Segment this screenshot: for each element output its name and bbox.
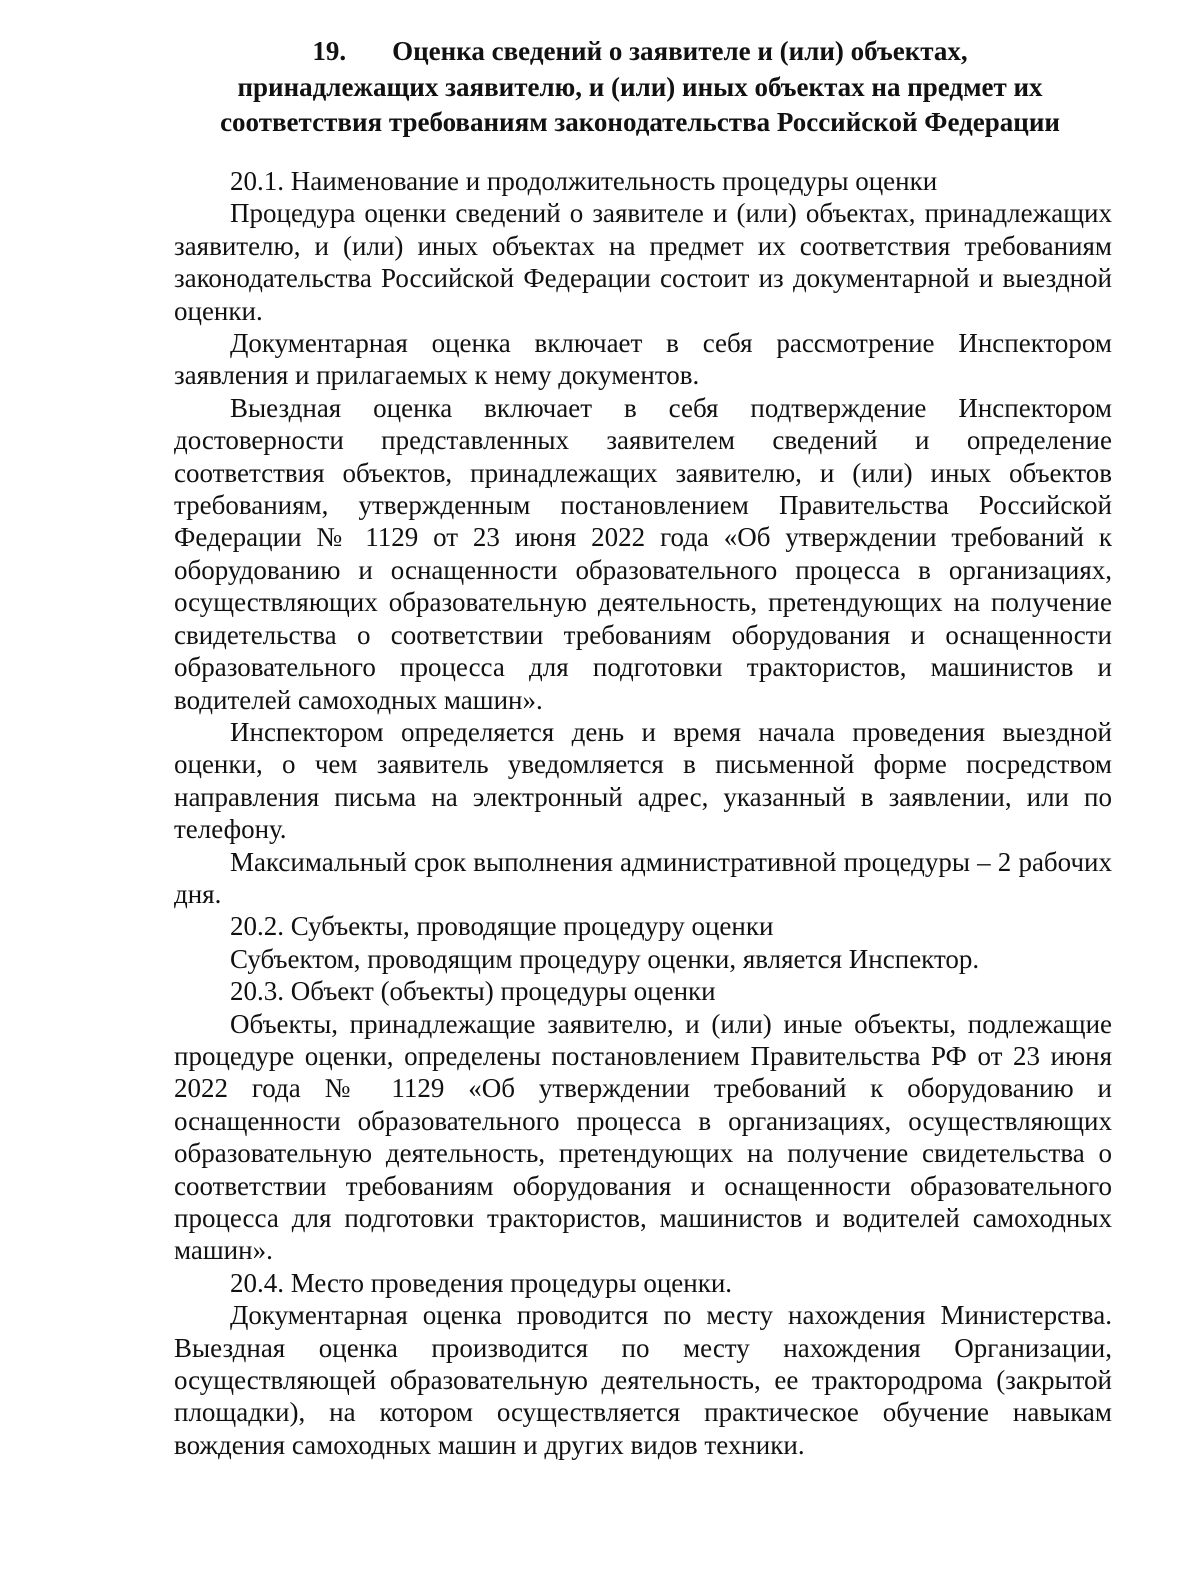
paragraph-objects: Объекты, принадлежащие заявителю, и (или) иные объекты, подлежащие процедуре оценки, определены постановлением Правительства РФ от 23 июня 2022 года № 1129 «Об утверждении требований к оборудованию и оснащенности образовательного процесса в организациях, осуществляющих образовательную деятельность, претендующих на получение свидетельства о соответствии требованиям оборудования и оснащенности образовательного процесса для подготовки трактористов, машинистов и водителей самоходных машин». xyxy=(174,1008,1112,1266)
paragraph-location: Документарная оценка проводится по месту нахождения Министерства. Выездная оценка производится по месту нахождения Организации, осуществляющей образовательную деятельность, ее трактородрома (закрытой площадки), на котором осуществляется практическое обучение навыкам вождения самоходных машин и других видов техники. xyxy=(174,1300,1112,1460)
subsection-title-20-3: 20.3. Объект (объекты) процедуры оценки xyxy=(230,976,716,1007)
heading-line-1 xyxy=(150,34,1130,70)
paragraph-subject: Субъектом, проводящим процедуру оценки, является Инспектор. xyxy=(230,943,980,974)
paragraph-onsite-assessment: Выездная оценка включает в себя подтверждение Инспектором достоверности представленных заявителем сведений и определение соответствия объектов, принадлежащих заявителю, и (или) иных объектов требованиям, утвержденным постановлением Правительства Российской Федерации № 1129 от 23 июня 2022 года «Об утверждении требований к оборудованию и оснащенности образовательного процесса в организациях, осуществляющих образовательную деятельность, претендующих на получение свидетельства о соответствии требованиям оборудования и оснащенности образовательного процесса для подготовки трактористов, машинистов и водителей самоходных машин». xyxy=(174,392,1112,715)
paragraph-procedure: Процедура оценки сведений о заявителе и (или) объектах, принадлежащих заявителю, и (или) иных объектах на предмет их соответствия требованиям законодательства Российской Федерации состоит из документарной и выездной оценки. xyxy=(174,198,1112,326)
section-number: 19. xyxy=(312,36,347,66)
heading-line-2: принадлежащих заявителю, и (или) иных объектах на предмет их xyxy=(237,71,1043,102)
section-heading xyxy=(150,34,1130,141)
paragraph-documentary-assessment: Документарная оценка включает в себя рассмотрение Инспектором заявления и прилагаемых к нему документов. xyxy=(174,328,1112,391)
subsection-title-20-2: 20.2. Субъекты, проводящие процедуру оценки xyxy=(230,911,774,942)
heading-line-3: соответствия требованиям законодательства Российской Федерации xyxy=(220,107,1060,137)
subsection-title-20-1: 20.1. Наименование и продолжительность процедуры оценки xyxy=(230,166,938,196)
heading-line-1-text: Оценка сведений о заявителе и (или) объектах, xyxy=(392,36,968,66)
paragraph-max-term: Максимальный срок выполнения административной процедуры – 2 рабочих дня. xyxy=(174,846,1112,909)
paragraph-inspector-schedule: Инспектором определяется день и время начала проведения выездной оценки, о чем заявитель уведомляется в письменной форме посредством направления письма на электронный адрес, указанный в заявлении, или по телефону. xyxy=(174,716,1112,845)
document-body xyxy=(174,165,1112,1461)
subsection-title-20-4: 20.4. Место проведения процедуры оценки. xyxy=(230,1267,733,1298)
